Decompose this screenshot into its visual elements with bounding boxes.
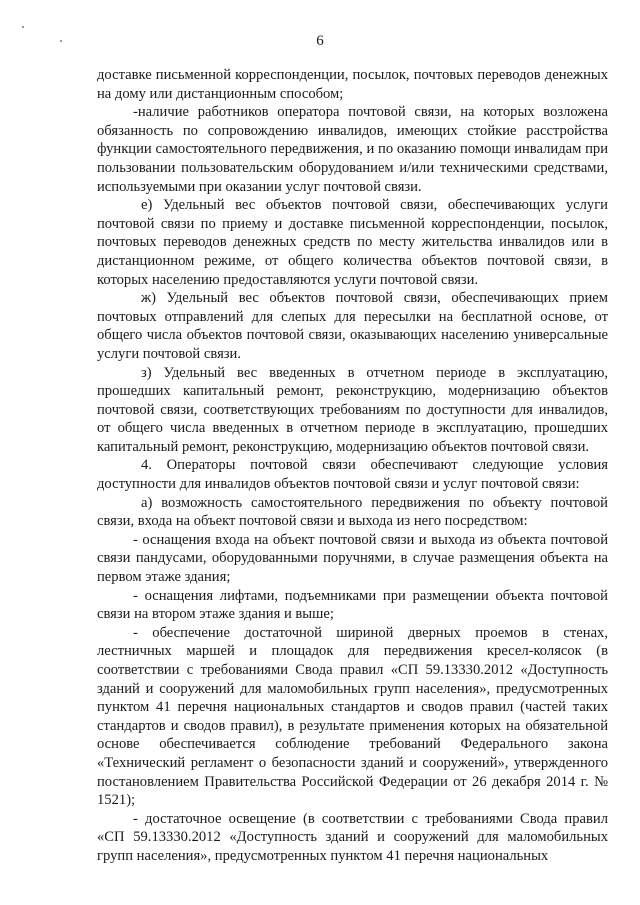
paragraph-continuation: доставке письменной корреспонденции, посылок, почтовых переводов денежных на дому или дистанционным способом; (97, 67, 608, 102)
paragraph-item-a: а) возможность самостоятельного передвижения по объекту почтовой связи, входа на объект почтовой связи и выхода из него посредством: (97, 494, 608, 530)
paragraph-elevators: - оснащения лифтами, подъемниками при размещении объекта почтовой связи на втором этаже здания и выше; (97, 587, 608, 623)
paragraph-ramps: - оснащения входа на объект почтовой связи и выхода из объекта почтовой связи пандусами, оборудованными поручнями, в случае размещения объекта на первом этаже здания; (97, 531, 608, 586)
paragraph-section-4: 4. Операторы почтовой связи обеспечивают следующие условия доступности для инвалидов объектов почтовой связи и услуг почтовой связи: (97, 457, 608, 493)
paragraph-door-width: - обеспечение достаточной шириной дверных проемов в стенах, лестничных маршей и площадок для передвижения кресел-колясок (в соответствии с требованиями Свода правил «СП 59.13330.2012 «Доступность зданий и сооружений для маломобильных групп населения», предусмотренных пунктом 41 перечня национальных стандартов и сводов правил (частей таких стандартов и сводов правил), в результате применения которых на обязательной основе обеспечивается соблюдение требований Федерального закона «Технический регламент о безопасности зданий и сооружений», утвержденного постановлением Правительства Российской Федерации от 26 декабря 2014 г. № 1521); (97, 624, 608, 809)
paragraph-staff-assistance: -наличие работников оператора почтовой связи, на которых возложена обязанность по сопровождению инвалидов, имеющих стойкие расстройства функции самостоятельного передвижения, и по оказанию помощи инвалидам при пользовании пользовательским оборудованием и/или техническими средствами, используемыми при оказании услуг почтовой связи. (97, 104, 608, 195)
paragraph-item-zh: ж) Удельный вес объектов почтовой связи, обеспечивающих прием почтовых отправлений для слепых для пересылки на бесплатной основе, от общего числа объектов почтовой связи, оказывающих населению универсальные услуги почтовой связи. (97, 290, 608, 362)
paragraph-lighting: - достаточное освещение (в соответствии с требованиями Свода правил «СП 59.13330.2012 «Доступность зданий и сооружений для маломобильных групп населения», предусмотренных пунктом 41 перечня национальных (97, 810, 608, 864)
page-number: 6 (316, 33, 324, 49)
paragraph-item-e: е) Удельный вес объектов почтовой связи, обеспечивающих услуги почтовой связи по приему и доставке письменной корреспонденции, посылок, почтовых переводов денежных средств по месту жительства инвалидов или в дистанционном режиме, от общего количества объектов почтовой связи, в которых населению предоставляются услуги почтовой связи. (97, 197, 608, 288)
paragraph-item-z: з) Удельный вес введенных в отчетном периоде в эксплуатацию, прошедших капитальный ремонт, реконструкцию, модернизацию объектов почтовой связи, соответствующих требованиям по доступности для инвалидов, от общего числа введенных в отчетном периоде в эксплуатацию, прошедших капитальный ремонт, реконструкцию, модернизацию объектов почтовой связи. (97, 364, 608, 455)
scan-artifact (22, 26, 24, 28)
document-body (97, 66, 608, 866)
